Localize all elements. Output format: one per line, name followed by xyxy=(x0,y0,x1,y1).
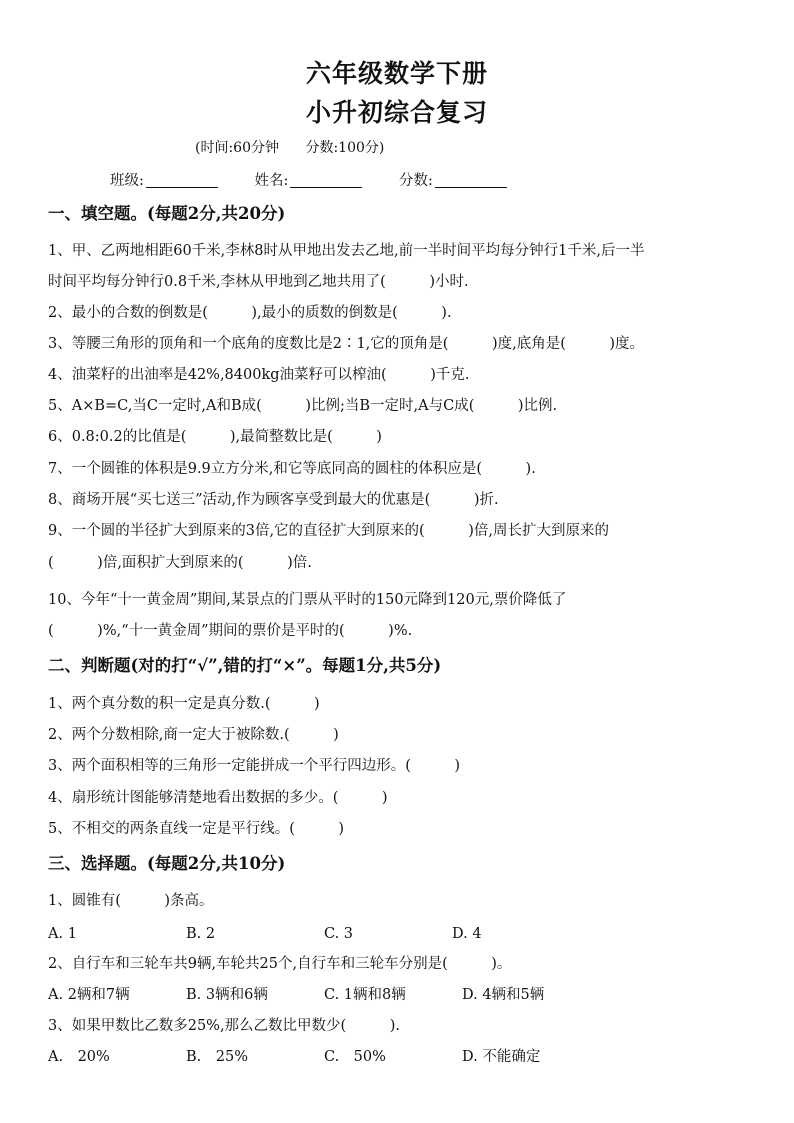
section1-line: 9、一个圆的半径扩大到原来的3倍,它的直径扩大到原来的( )倍,周长扩大到原来的 xyxy=(48,523,609,539)
section1-line: 4、油菜籽的出油率是42%,8400kg油菜籽可以榨油( )千克. xyxy=(48,367,470,383)
name-blank[interactable] xyxy=(290,171,362,188)
q3-option-b[interactable]: B. 25% xyxy=(186,1049,248,1065)
page-title: 六年级数学下册 xyxy=(305,59,488,88)
name-field xyxy=(255,169,363,190)
q1-option-b[interactable]: B. 2 xyxy=(186,926,216,942)
section2-line: 1、两个真分数的积一定是真分数.( ) xyxy=(48,696,320,712)
section1-line: 时间平均每分钟行0.8千米,李林从甲地到乙地共用了( )小时. xyxy=(48,274,469,290)
section1-line: 5、A×B=C,当C一定时,A和B成( )比例;当B一定时,A与C成( )比例. xyxy=(48,398,558,414)
section2-line: 3、两个面积相等的三角形一定能拼成一个平行四边形。( ) xyxy=(48,758,461,774)
q3-option-a[interactable]: A. 20% xyxy=(48,1049,110,1065)
name-label: 姓名: xyxy=(254,173,289,189)
q3-option-c[interactable]: C. 50% xyxy=(324,1049,386,1065)
section2-line: 2、两个分数相除,商一定大于被除数.( ) xyxy=(48,727,339,743)
class-blank[interactable] xyxy=(146,171,218,188)
section1-line: 7、一个圆锥的体积是9.9立方分米,和它等底同高的圆柱的体积应是( ). xyxy=(48,461,536,477)
score-label: 分数: xyxy=(399,173,433,189)
section1-line: 8、商场开展“买七送三”活动,作为顾客享受到最大的优惠是( )折. xyxy=(48,492,499,508)
section1-line: 2、最小的合数的倒数是( ),最小的质数的倒数是( ). xyxy=(48,305,452,321)
q2-option-a[interactable]: A. 2辆和7辆 xyxy=(48,987,130,1003)
exam-info xyxy=(195,137,406,157)
section1-line: ( )倍,面积扩大到原来的( )倍. xyxy=(48,555,312,571)
section1-line: 3、等腰三角形的顶角和一个底角的度数比是2∶1,它的顶角是( )度,底角是( )度。 xyxy=(48,336,645,352)
question-1: 1、圆锥有( )条高。 xyxy=(48,893,214,909)
question-3: 3、如果甲数比乙数多25%,那么乙数比甲数少( ). xyxy=(48,1018,400,1034)
q1-option-c[interactable]: C. 3 xyxy=(324,926,354,942)
section2-line: 5、不相交的两条直线一定是平行线。( ) xyxy=(48,821,345,837)
q3-option-d[interactable]: D. 不能确定 xyxy=(462,1049,541,1065)
class-label: 班级: xyxy=(110,173,144,189)
page-subtitle: 小升初综合复习 xyxy=(305,98,488,127)
score-field xyxy=(399,169,507,190)
question-2: 2、自行车和三轮车共9辆,车轮共25个,自行车和三轮车分别是( )。 xyxy=(48,956,512,972)
score-blank[interactable] xyxy=(435,171,507,188)
section1-line: 6、0.8:0.2的比值是( ),最简整数比是( ) xyxy=(48,429,382,445)
q2-option-d[interactable]: D. 4辆和5辆 xyxy=(462,987,545,1003)
time-info: (时间:60分钟 xyxy=(195,140,279,156)
q2-option-b[interactable]: B. 3辆和6辆 xyxy=(186,987,268,1003)
section1-heading: 一、填空题。(每题2分,共20分) xyxy=(48,204,286,223)
student-fields xyxy=(110,169,539,190)
q1-option-a[interactable]: A. 1 xyxy=(48,926,77,942)
section2-heading: 二、判断题(对的打“√”,错的打“×”。每题1分,共5分) xyxy=(48,656,442,675)
section2-line: 4、扇形统计图能够清楚地看出数据的多少。( ) xyxy=(48,790,388,806)
score-info: 分数:100分) xyxy=(305,140,385,156)
section1-line: ( )%,“十一黄金周”期间的票价是平时的( )%. xyxy=(48,623,413,639)
section1-line: 1、甲、乙两地相距60千米,李林8时从甲地出发去乙地,前一半时间平均每分钟行1千米,后一半 xyxy=(48,243,645,259)
q2-option-c[interactable]: C. 1辆和8辆 xyxy=(324,987,406,1003)
q1-option-d[interactable]: D. 4 xyxy=(452,926,482,942)
section3-heading: 三、选择题。(每题2分,共10分) xyxy=(48,854,286,873)
class-field xyxy=(110,169,218,190)
section1-line: 10、今年“十一黄金周”期间,某景点的门票从平时的150元降到120元,票价降低了 xyxy=(48,592,567,608)
